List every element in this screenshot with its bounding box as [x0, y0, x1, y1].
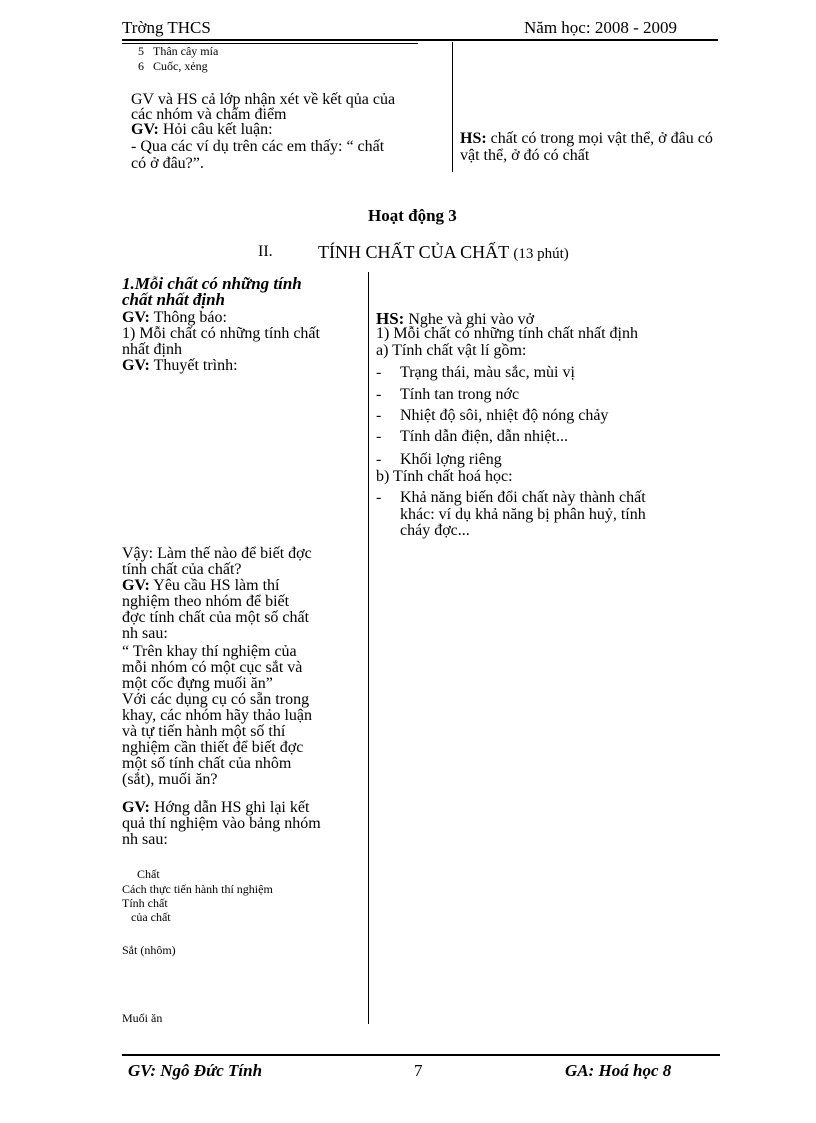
table-header-property: Tính chất: [122, 896, 168, 910]
list-item: 6 Cuốc, xẻng: [138, 59, 208, 73]
question-line-2: có ở đâu?”.: [131, 155, 204, 172]
subheading: 1.Mỗi chất có những tính: [122, 274, 302, 293]
footer-teacher: GV: Ngô Đức Tính: [128, 1061, 263, 1080]
bullet-item: - Tính dẫn điện, dẫn nhiệt...: [376, 428, 568, 445]
left-text: nghiệm cần thiết để biết đợc: [122, 739, 304, 756]
list-item: 5 Thân cây mía: [138, 44, 219, 58]
gv-question: GV: Hỏi câu kết luận:: [131, 121, 273, 138]
header-school-year: Năm học: 2008 - 2009: [524, 18, 677, 37]
left-text: nhất định: [122, 341, 182, 358]
gv-guide: GV: Hớng dẫn HS ghi lại kết: [122, 799, 310, 816]
left-text: một số tính chất của nhôm: [122, 755, 292, 772]
left-text: “ Trên khay thí nghiệm của: [122, 643, 297, 660]
table-header-method: Cách thực tiến hành thí nghiệm: [122, 882, 273, 896]
table-header-substance: Chất: [137, 867, 160, 881]
left-text: 1) Mỗi chất có những tính chất: [122, 325, 320, 342]
left-text: nh sau:: [122, 625, 168, 642]
footer-rule: [122, 1054, 720, 1056]
left-text: khay, các nhóm hãy thảo luận: [122, 707, 313, 724]
left-text: và tự tiến hành một số thí: [122, 723, 286, 740]
question-line-1: - Qua các ví dụ trên các em thấy: “ chất: [131, 138, 385, 155]
main-table-divider: [368, 272, 369, 1024]
left-text: Với các dụng cụ có sẵn trong: [122, 691, 310, 708]
right-text: b) Tính chất hoá học:: [376, 468, 513, 485]
right-text: 1) Mỗi chất có những tính chất nhất định: [376, 325, 638, 342]
table-header-property-2: của chất: [131, 910, 171, 924]
top-table-divider: [452, 42, 453, 172]
bullet-item: - Tính tan trong nớc: [376, 386, 520, 403]
activity-title: Hoạt động 3: [368, 206, 457, 225]
hs-answer-2: vật thể, ở đó có chất: [460, 147, 590, 164]
gv-request: GV: Yêu cầu HS làm thí: [122, 577, 280, 594]
right-text: cháy đợc...: [400, 522, 470, 539]
left-text: quả thí nghiệm vào bảng nhóm: [122, 815, 321, 832]
bullet-item: - Trạng thái, màu sắc, mùi vị: [376, 364, 575, 381]
left-text: một cốc đựng muối ăn”: [122, 675, 273, 692]
left-text: đợc tính chất của một số chất: [122, 609, 310, 626]
left-text: nh sau:: [122, 831, 168, 848]
footer-page-number: 7: [414, 1061, 423, 1080]
section-numeral: II.: [258, 243, 273, 260]
review-text-2: các nhóm và chấm điểm: [131, 106, 287, 123]
table-row-iron: Sắt (nhôm): [122, 943, 176, 957]
right-text: a) Tính chất vật lí gồm:: [376, 342, 527, 359]
gv-lecture: GV: Thuyết trình:: [122, 357, 238, 374]
section-heading: TÍNH CHẤT CỦA CHẤT (13 phút): [318, 242, 569, 262]
left-text: mỗi nhóm có một cục sắt và: [122, 659, 303, 676]
hs-listen: HS: Nghe và ghi vào vở: [376, 309, 535, 328]
left-text: (sắt), muối ăn?: [122, 771, 218, 788]
review-text: GV và HS cả lớp nhận xét về kết qủa của: [131, 91, 396, 108]
header-school: Trờng THCS: [122, 18, 211, 37]
hs-answer: HS: chất có trong mọi vật thể, ở đâu có: [460, 130, 713, 147]
bullet-item: - Khả năng biến đổi chất này thành chất: [376, 489, 646, 506]
table-row-salt: Muối ăn: [122, 1011, 163, 1025]
gv-announce: GV: Thông báo:: [122, 309, 227, 326]
left-text: tính chất của chất?: [122, 561, 242, 578]
subheading-2: chất nhất định: [122, 290, 225, 309]
left-text: nghiệm theo nhóm để biết: [122, 593, 290, 610]
bullet-item: - Khối lợng riêng: [376, 451, 502, 468]
footer-subject: GA: Hoá học 8: [565, 1061, 672, 1080]
bullet-item: - Nhiệt độ sôi, nhiệt độ nóng chảy: [376, 407, 609, 424]
header-rule: [122, 39, 718, 41]
left-text: Vậy: Làm thế nào để biết đợc: [122, 545, 312, 562]
right-text: khác: ví dụ khả năng bị phân huỷ, tính: [400, 506, 646, 523]
